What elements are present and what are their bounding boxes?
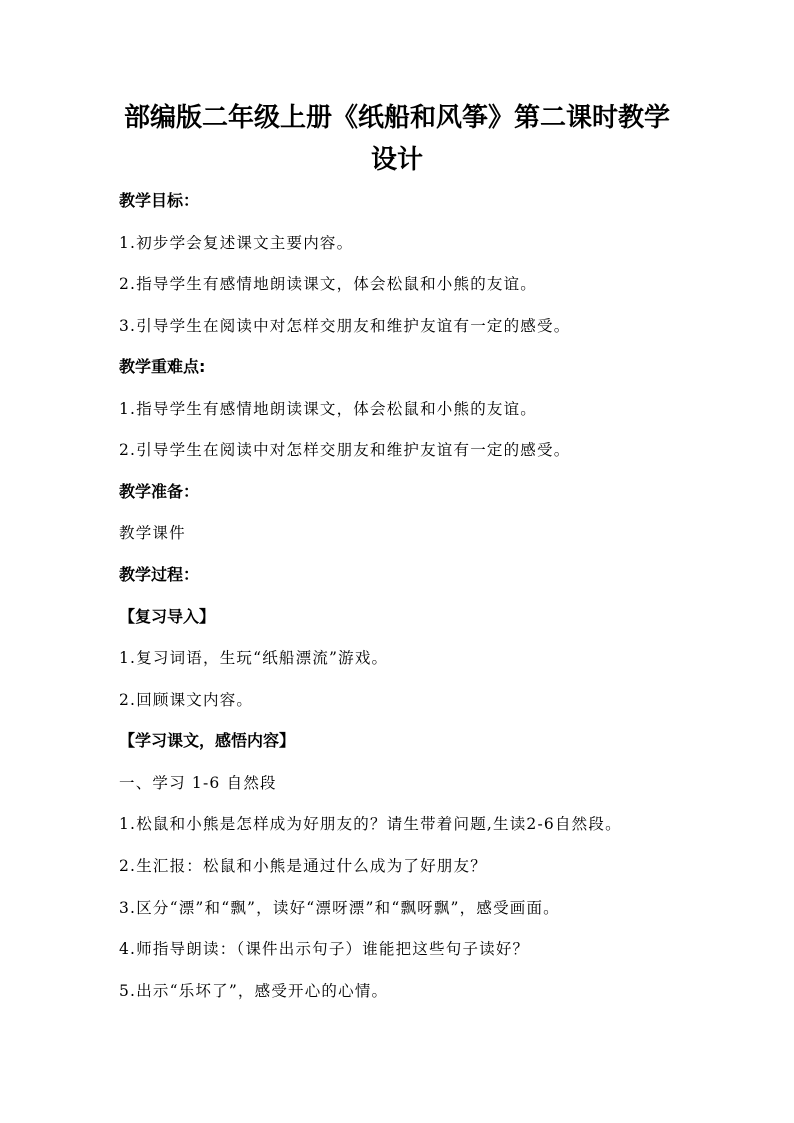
key-points-heading: 教学重难点: [119,357,206,376]
review-section-heading: 【复习导入】 [119,607,216,626]
study-section-heading: 【学习课文，感悟内容】 [119,731,296,750]
key-point-item-2: 2.引导学生在阅读中对怎样交朋友和维护友谊有一定的感受。 [119,441,571,459]
study-item-4: 4.师指导朗读：（课件出示句子）谁能把这些句子读好？ [119,940,530,958]
study-item-2: 2.生汇报：松鼠和小熊是通过什么成为了好朋友？ [119,857,487,875]
objective-item-2: 2.指导学生有感情地朗读课文，体会松鼠和小熊的友谊。 [119,275,537,293]
study-item-5: 5.出示“乐坏了”，感受开心的心情。 [119,982,389,1000]
study-subheading: 一、学习 1-6 自然段 [119,774,277,792]
objectives-heading: 教学目标： [119,191,200,210]
process-heading: 教学过程： [119,565,200,584]
study-item-1: 1.松鼠和小熊是怎样成为好朋友的？请生带着问题,生读2-6自然段。 [119,815,622,833]
key-point-item-1: 1.指导学生有感情地朗读课文，体会松鼠和小熊的友谊。 [119,400,537,418]
study-item-3: 3.区分“漂”和“飘”，读好“漂呀漂”和“飘呀飘”，感受画面。 [119,899,560,917]
review-item-1: 1.复习词语，生玩“纸船漂流”游戏。 [119,649,389,667]
preparation-content: 教学课件 [119,524,186,542]
document-title-line-2: 设计 [370,145,423,175]
document-title-line-1: 部编版二年级上册《纸船和风筝》第二课时教学 [123,103,670,133]
objective-item-3: 3.引导学生在阅读中对怎样交朋友和维护友谊有一定的感受。 [119,317,571,335]
preparation-heading: 教学准备： [119,482,200,501]
objective-item-1: 1.初步学会复述课文主要内容。 [119,234,354,252]
review-item-2: 2.回顾课文内容。 [119,691,254,709]
